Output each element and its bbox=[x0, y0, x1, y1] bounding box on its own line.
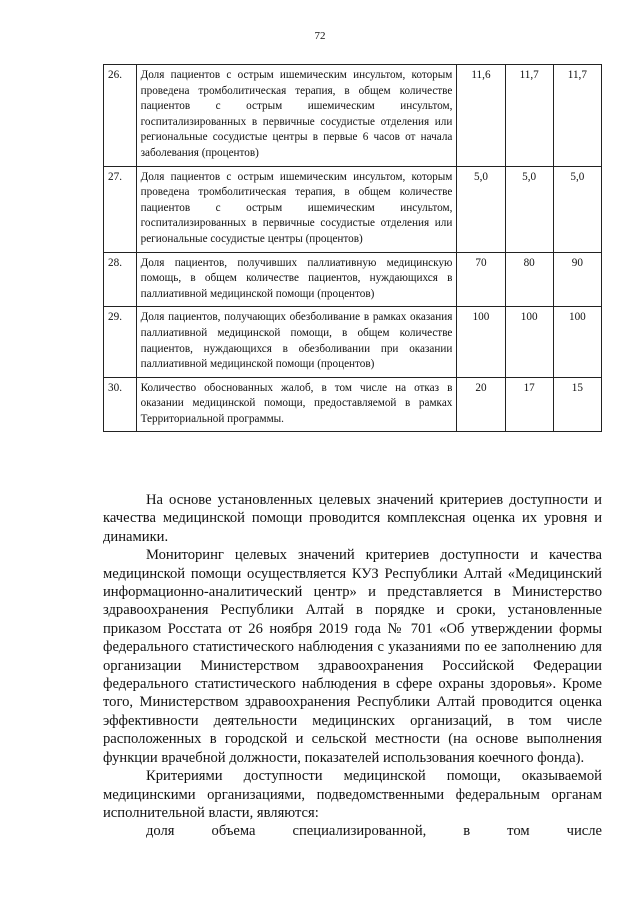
table-row bbox=[104, 377, 602, 432]
criteria-table bbox=[103, 64, 602, 432]
criterion-description: Доля пациентов, получивших паллиативную медицинскую помощь, в общем количестве пациентов, нуждающихся в паллиативной медицинской помощи (процентов) bbox=[136, 252, 457, 307]
criterion-description: Доля пациентов, получающих обезболивание в рамках оказания паллиативной медицинской помощи, в общем количестве пациентов, нуждающихся в обезболивании при оказании паллиативной медицинской помощи (процентов) bbox=[136, 307, 457, 377]
paragraph-monitoring: Мониторинг целевых значений критериев доступности и качества медицинской помощи осуществляется КУЗ Республики Алтай «Медицинский информационно-аналитический центр» и представляется в Министерство здравоохранения Республики Алтай в порядке и сроки, установленные приказом Росстата от 26 ноября 2019 года № 701 «Об утверждении формы федерального статистического наблюдения с указаниями по ее заполнению для организации Министерством здравоохранения Российской Федерации федерального статистического наблюдения в сфере охраны здоровья». Кроме того, Министерством здравоохранения Республики Алтай проводится оценка эффективности деятельности медицинских организаций, в том числе расположенных в городской и сельской местности (на основе выполнения функции врачебной должности, показателей использования коечного фонда). bbox=[103, 547, 602, 766]
body-text bbox=[103, 491, 602, 841]
value-year-3: 90 bbox=[553, 252, 601, 307]
value-year-1: 11,6 bbox=[457, 65, 505, 167]
value-year-3: 5,0 bbox=[553, 166, 601, 252]
row-number: 29. bbox=[104, 307, 137, 377]
value-year-1: 20 bbox=[457, 377, 505, 432]
row-number: 26. bbox=[104, 65, 137, 167]
value-year-1: 70 bbox=[457, 252, 505, 307]
criterion-description: Доля пациентов с острым ишемическим инсультом, которым проведена тромболитическая терапия, в общем количестве пациентов с острым ишемическим инсультом, госпитализированных в первичные сосудистые отделения или региональные сосудистые центры в первые 6 часов от начала заболевания (процентов) bbox=[136, 65, 457, 167]
paragraph-assessment: На основе установленных целевых значений критериев доступности и качества медицинской помощи проводится комплексная оценка их уровня и динамики. bbox=[103, 492, 602, 545]
value-year-1: 5,0 bbox=[457, 166, 505, 252]
paragraph-criteria-intro: Критериями доступности медицинской помощи, оказываемой медицинскими организациями, подведомственными федеральным органам исполнительной власти, являются: bbox=[103, 768, 602, 821]
criterion-description: Доля пациентов с острым ишемическим инсультом, которым проведена тромболитическая терапия, в общем количестве пациентов с острым ишемическим инсультом, госпитализированных в первичные сосудистые отделения или региональные сосудистые центры (процентов) bbox=[136, 166, 457, 252]
table-row bbox=[104, 65, 602, 167]
row-number: 27. bbox=[104, 166, 137, 252]
value-year-3: 100 bbox=[553, 307, 601, 377]
value-year-2: 5,0 bbox=[505, 166, 553, 252]
value-year-2: 80 bbox=[505, 252, 553, 307]
value-year-1: 100 bbox=[457, 307, 505, 377]
value-year-2: 100 bbox=[505, 307, 553, 377]
page-number: 72 bbox=[314, 30, 326, 42]
value-year-2: 17 bbox=[505, 377, 553, 432]
value-year-2: 11,7 bbox=[505, 65, 553, 167]
table-row bbox=[104, 252, 602, 307]
paragraph-criteria-item: доля объема специализированной, в том числе bbox=[146, 823, 602, 840]
row-number: 28. bbox=[104, 252, 137, 307]
table-row bbox=[104, 307, 602, 377]
value-year-3: 15 bbox=[553, 377, 601, 432]
row-number: 30. bbox=[104, 377, 137, 432]
criterion-description: Количество обоснованных жалоб, в том числе на отказ в оказании медицинской помощи, предоставляемой в рамках Территориальной программы. bbox=[136, 377, 457, 432]
table-row bbox=[104, 166, 602, 252]
value-year-3: 11,7 bbox=[553, 65, 601, 167]
